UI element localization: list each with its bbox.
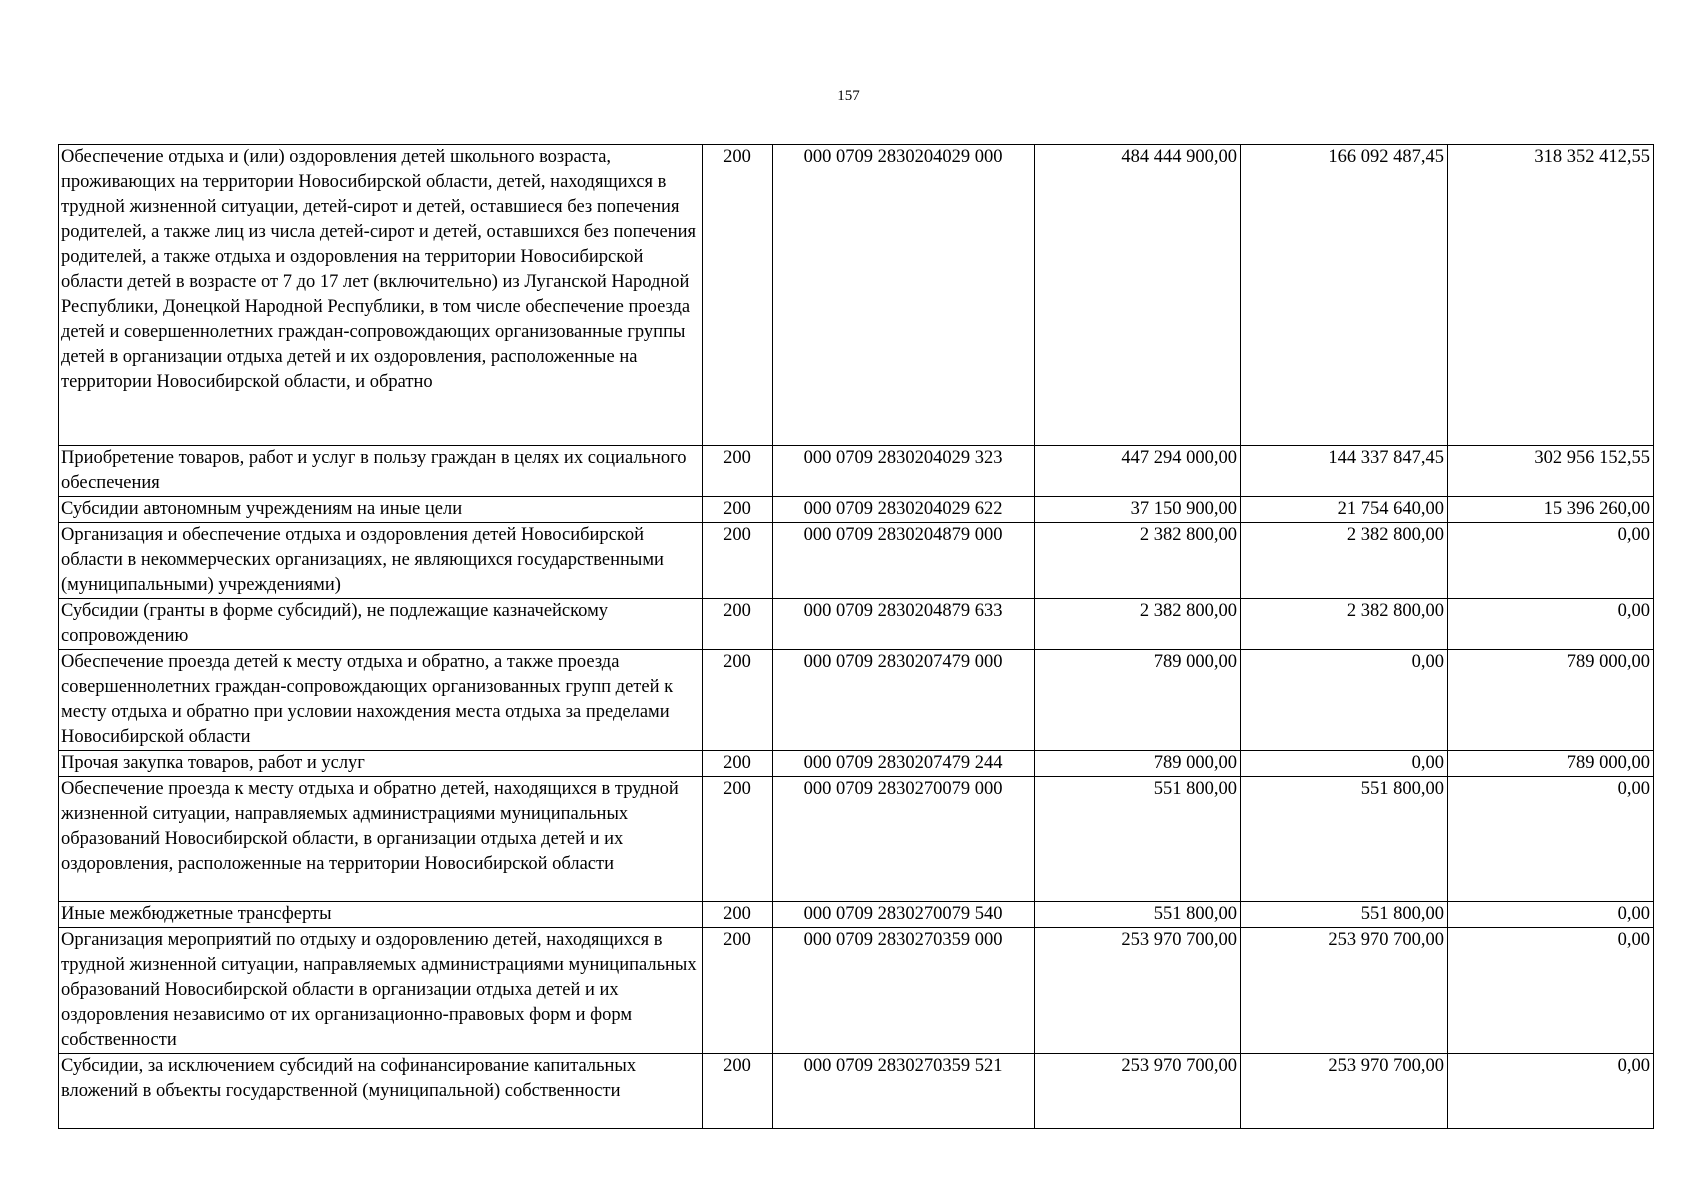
unexecuted-amount-cell: 15 396 260,00	[1448, 497, 1654, 523]
approved-amount-cell: 789 000,00	[1035, 751, 1241, 777]
table-row	[59, 902, 1654, 928]
line-code-cell: 200	[703, 928, 773, 1054]
page-number: 157	[837, 88, 860, 104]
expense-name-cell: Субсидии, за исключением субсидий на софинансирование капитальных вложений в объекты государственной (муниципальной) собственности	[59, 1054, 703, 1129]
line-code-cell: 200	[703, 523, 773, 599]
expense-name-cell: Прочая закупка товаров, работ и услуг	[59, 751, 703, 777]
line-code-cell: 200	[703, 599, 773, 650]
expense-name-cell: Обеспечение отдыха и (или) оздоровления детей школьного возраста, проживающих на территории Новосибирской области, детей, находящихся в трудной жизненной ситуации, детей-сирот и детей, оставшиеся без попечения родителей, а также лиц из числа детей-сирот и детей, оставшихся без попечения родителей, а также отдыха и оздоровления на территории Новосибирской области детей в возрасте от 7 до 17 лет (включительно) из Луганской Народной Республики, Донецкой Народной Республики, в том числе обеспечение проезда детей и совершеннолетних граждан-сопровождающих организованные группы детей в организации отдыха детей и их оздоровления, расположенные на территории Новосибирской области, и обратно	[59, 145, 703, 446]
approved-amount-cell: 253 970 700,00	[1035, 928, 1241, 1054]
approved-amount-cell: 37 150 900,00	[1035, 497, 1241, 523]
table-row	[59, 928, 1654, 1054]
executed-amount-cell: 551 800,00	[1241, 902, 1448, 928]
expense-name-cell: Субсидии автономным учреждениям на иные цели	[59, 497, 703, 523]
expense-name-cell: Обеспечение проезда к месту отдыха и обратно детей, находящихся в трудной жизненной ситуации, направляемых администрациями муниципальных образований Новосибирской области, в организации отдыха детей и их оздоровления, расположенные на территории Новосибирской области	[59, 777, 703, 902]
approved-amount-cell: 789 000,00	[1035, 650, 1241, 751]
line-code-cell: 200	[703, 777, 773, 902]
line-code-cell: 200	[703, 650, 773, 751]
approved-amount-cell: 551 800,00	[1035, 902, 1241, 928]
unexecuted-amount-cell: 789 000,00	[1448, 751, 1654, 777]
executed-amount-cell: 253 970 700,00	[1241, 928, 1448, 1054]
approved-amount-cell: 551 800,00	[1035, 777, 1241, 902]
classification-code-cell: 000 0709 2830270079 000	[773, 777, 1035, 902]
approved-amount-cell: 447 294 000,00	[1035, 446, 1241, 497]
unexecuted-amount-cell: 0,00	[1448, 777, 1654, 902]
table-row	[59, 446, 1654, 497]
table-row	[59, 523, 1654, 599]
line-code-cell: 200	[703, 145, 773, 446]
unexecuted-amount-cell: 0,00	[1448, 599, 1654, 650]
expense-name-cell: Иные межбюджетные трансферты	[59, 902, 703, 928]
line-code-cell: 200	[703, 497, 773, 523]
executed-amount-cell: 166 092 487,45	[1241, 145, 1448, 446]
unexecuted-amount-cell: 0,00	[1448, 928, 1654, 1054]
executed-amount-cell: 0,00	[1241, 650, 1448, 751]
classification-code-cell: 000 0709 2830270359 000	[773, 928, 1035, 1054]
approved-amount-cell: 2 382 800,00	[1035, 523, 1241, 599]
unexecuted-amount-cell: 789 000,00	[1448, 650, 1654, 751]
unexecuted-amount-cell: 0,00	[1448, 902, 1654, 928]
line-code-cell: 200	[703, 751, 773, 777]
classification-code-cell: 000 0709 2830204879 633	[773, 599, 1035, 650]
executed-amount-cell: 253 970 700,00	[1241, 1054, 1448, 1129]
classification-code-cell: 000 0709 2830204029 323	[773, 446, 1035, 497]
approved-amount-cell: 2 382 800,00	[1035, 599, 1241, 650]
classification-code-cell: 000 0709 2830204029 000	[773, 145, 1035, 446]
table-row	[59, 777, 1654, 902]
line-code-cell: 200	[703, 446, 773, 497]
unexecuted-amount-cell: 0,00	[1448, 523, 1654, 599]
expense-name-cell: Обеспечение проезда детей к месту отдыха и обратно, а также проезда совершеннолетних граждан-сопровождающих организованных групп детей к месту отдыха и обратно при условии нахождения места отдыха за пределами Новосибирской области	[59, 650, 703, 751]
expense-name-cell: Приобретение товаров, работ и услуг в пользу граждан в целях их социального обеспечения	[59, 446, 703, 497]
table-row	[59, 599, 1654, 650]
executed-amount-cell: 2 382 800,00	[1241, 599, 1448, 650]
classification-code-cell: 000 0709 2830270079 540	[773, 902, 1035, 928]
unexecuted-amount-cell: 318 352 412,55	[1448, 145, 1654, 446]
executed-amount-cell: 2 382 800,00	[1241, 523, 1448, 599]
classification-code-cell: 000 0709 2830204879 000	[773, 523, 1035, 599]
expense-name-cell: Организация и обеспечение отдыха и оздоровления детей Новосибирской области в некоммерческих организациях, не являющихся государственными (муниципальными) учреждениями)	[59, 523, 703, 599]
approved-amount-cell: 484 444 900,00	[1035, 145, 1241, 446]
executed-amount-cell: 21 754 640,00	[1241, 497, 1448, 523]
expense-name-cell: Организация мероприятий по отдыху и оздоровлению детей, находящихся в трудной жизненной ситуации, направляемых администрациями муниципальных образований Новосибирской области в организации отдыха детей и их оздоровления независимо от их организационно-правовых форм и форм собственности	[59, 928, 703, 1054]
line-code-cell: 200	[703, 1054, 773, 1129]
table-row	[59, 751, 1654, 777]
expense-name-cell: Субсидии (гранты в форме субсидий), не подлежащие казначейскому сопровождению	[59, 599, 703, 650]
classification-code-cell: 000 0709 2830207479 000	[773, 650, 1035, 751]
unexecuted-amount-cell: 0,00	[1448, 1054, 1654, 1129]
table-row	[59, 497, 1654, 523]
unexecuted-amount-cell: 302 956 152,55	[1448, 446, 1654, 497]
classification-code-cell: 000 0709 2830204029 622	[773, 497, 1035, 523]
table-row	[59, 650, 1654, 751]
table-row	[59, 145, 1654, 446]
executed-amount-cell: 144 337 847,45	[1241, 446, 1448, 497]
executed-amount-cell: 0,00	[1241, 751, 1448, 777]
budget-execution-table	[58, 144, 1654, 1129]
classification-code-cell: 000 0709 2830270359 521	[773, 1054, 1035, 1129]
approved-amount-cell: 253 970 700,00	[1035, 1054, 1241, 1129]
executed-amount-cell: 551 800,00	[1241, 777, 1448, 902]
line-code-cell: 200	[703, 902, 773, 928]
classification-code-cell: 000 0709 2830207479 244	[773, 751, 1035, 777]
table-row	[59, 1054, 1654, 1129]
